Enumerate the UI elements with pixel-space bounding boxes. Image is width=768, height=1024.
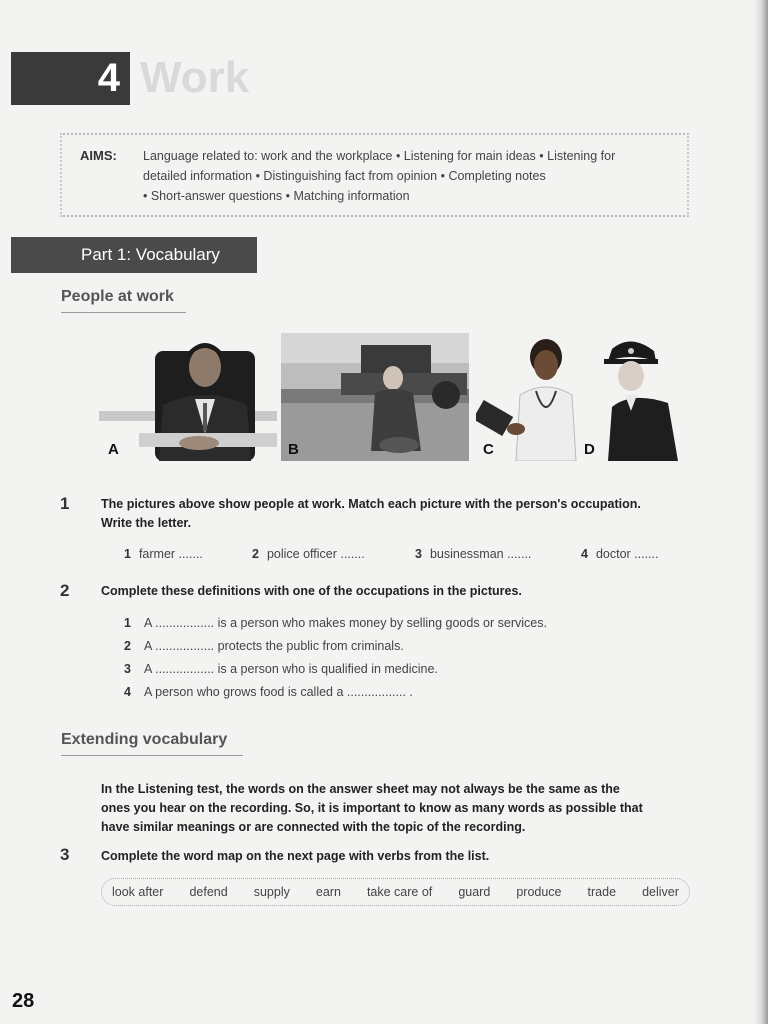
section-title-extending-vocabulary: Extending vocabulary [61, 731, 228, 748]
photo-police-officer [598, 333, 680, 461]
q1-item-3 [415, 547, 531, 561]
q1-item-4 [581, 547, 658, 561]
part-banner: Part 1: Vocabulary [11, 237, 257, 273]
instruction-line: Write the letter. [101, 516, 192, 530]
picture-label-b: B [288, 441, 299, 458]
aims-text [143, 146, 673, 206]
definition-item [124, 612, 547, 635]
word-item: take care of [366, 885, 433, 899]
word-item: produce [516, 885, 562, 899]
section-title-people-at-work: People at work [61, 288, 174, 305]
page-edge-shadow [754, 0, 768, 1024]
intro-line: In the Listening test, the words on the answer sheet may not always be the same as the [101, 782, 620, 796]
item-number: 3 [415, 547, 422, 561]
word-item: guard [458, 885, 491, 899]
item-number: 3 [124, 662, 131, 676]
photo-businessman [99, 333, 277, 461]
item-number: 4 [124, 685, 131, 699]
extending-vocabulary-intro [101, 780, 701, 837]
word-item: supply [253, 885, 290, 899]
intro-line: ones you hear on the recording. So, it is important to know as many words as possible that [101, 801, 643, 815]
photo-farmer [281, 333, 469, 461]
q1-item-1 [124, 547, 203, 561]
q1-item-2 [252, 547, 365, 561]
item-text: A ................. protects the public from criminals. [144, 639, 404, 653]
aims-label: AIMS: [80, 148, 117, 163]
aims-line: • Short-answer questions • Matching information [143, 189, 410, 203]
instruction-line: The pictures above show people at work. Match each picture with the person's occupation. [101, 497, 641, 511]
item-number: 1 [124, 547, 131, 561]
definition-item [124, 658, 547, 681]
question-1-instruction [101, 495, 701, 533]
definition-item [124, 635, 547, 658]
item-text: doctor ....... [595, 547, 659, 561]
question-3-instruction: Complete the word map on the next page with verbs from the list. [101, 849, 490, 863]
item-text: A person who grows food is called a ................. . [144, 685, 413, 699]
word-item: look after [112, 885, 164, 899]
picture-label-a: A [108, 441, 119, 458]
word-list-box [101, 878, 690, 906]
definition-item [124, 681, 547, 704]
item-text: businessman ....... [429, 547, 532, 561]
word-item: earn [315, 885, 341, 899]
word-item: defend [189, 885, 228, 899]
item-text: A ................. is a person who makes money by selling goods or services. [144, 616, 547, 630]
question-2-instruction: Complete these definitions with one of the occupations in the pictures. [101, 584, 522, 598]
item-text: police officer ....... [266, 547, 365, 561]
item-text: farmer ....... [138, 547, 203, 561]
intro-line: have similar meanings or are connected with the topic of the recording. [101, 820, 526, 834]
item-number: 4 [581, 547, 588, 561]
aims-line: detailed information • Distinguishing fact from opinion • Completing notes [143, 169, 546, 183]
question-number-2: 2 [60, 581, 70, 600]
picture-label-d: D [584, 441, 595, 458]
item-number: 1 [124, 616, 131, 630]
item-number: 2 [252, 547, 259, 561]
question-number-3: 3 [60, 845, 70, 864]
word-item: trade [587, 885, 617, 899]
question-number-1: 1 [60, 494, 70, 513]
chapter-title: Work [140, 53, 250, 102]
word-item: deliver [642, 885, 679, 899]
aims-line: Language related to: work and the workplace • Listening for main ideas • Listening for [143, 149, 616, 163]
section-underline [61, 312, 186, 313]
q2-definitions [124, 612, 547, 704]
chapter-number: 4 [11, 52, 130, 105]
picture-label-c: C [483, 441, 494, 458]
section-underline [61, 755, 243, 756]
item-text: A ................. is a person who is qualified in medicine. [144, 662, 438, 676]
item-number: 2 [124, 639, 131, 653]
page-number: 28 [12, 990, 35, 1012]
